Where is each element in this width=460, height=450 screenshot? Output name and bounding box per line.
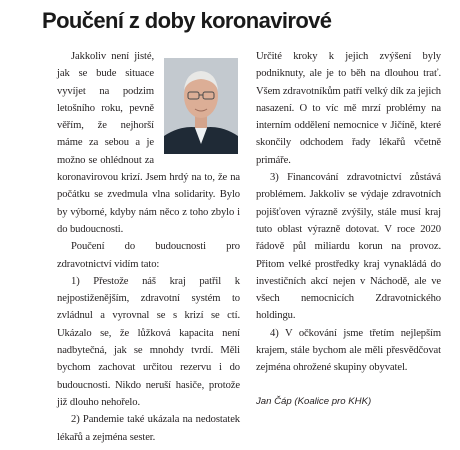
- paragraph: 4) V očkování jsme třetím nejlepším krajem, stále bychom ale měli přesvědčovat zejména ohrožené skupiny obyvatel.: [256, 327, 441, 374]
- author-signature: Jan Čáp (Koalice pro KHK): [256, 396, 372, 407]
- left-column: [57, 48, 240, 446]
- paragraph: 3) Financování zdravotnictví zůstává problémem. Jakkoliv se výdaje zdravotních pojišťoven výrazně zvýšily, stále musí kraj tuto oblast výrazně dotovat. V roce 2020 řádově půl miliardu korun na provoz. Přitom velké prostředky kraj vynakládá do investičních akcí nejen v Náchodě, ale ve všech nemocnicích Zdravotnického holdingu.: [256, 172, 441, 322]
- paragraph: Určité kroky k jejich zvýšení byly podniknuty, ale je to běh na dlouhou trať. Všem zdravotníkům patří velký dík za jejich nasazení. O to víc mě mrzí problémy na interním oddělení nemocnice v Jičíně, které skončily odchodem řady lékařů včetně primáře.: [256, 51, 441, 166]
- article-title: Poučení z doby koronavirové: [42, 8, 332, 33]
- paragraph: Poučení do budoucnosti pro zdravotnictví vidím tato:: [57, 241, 240, 270]
- paragraph: 2) Pandemie také ukázala na nedostatek lékařů a zejména sester.: [57, 414, 240, 443]
- paragraph: Jakkoliv není jisté, jak se bude situace vyvíjet na podzim letošního roku, pevně věřím, že nejhorší máme za sebou a je možno se ohlédnout za koronavirovou krizí. Jsem hrdý na to, že na počátku se zvedmula vlna solidarity. Bylo by výborné, kdyby nám něco z toho zbylo i do budoucnosti.: [57, 51, 240, 235]
- right-column: [256, 48, 441, 377]
- paragraph: 1) Přestože náš kraj patřil k nejpostiženějším, zdravotní systém to zvládnul a vyrovnal se s krizí se ctí. Ukázalo se, že lůžková kapacita není nadbytečná, jak se mnohdy tvrdí. Měli bychom zachovat určitou rezervu i do budoucnosti. Nikdo neruší hasiče, protože již dlouho nehořelo.: [57, 275, 240, 408]
